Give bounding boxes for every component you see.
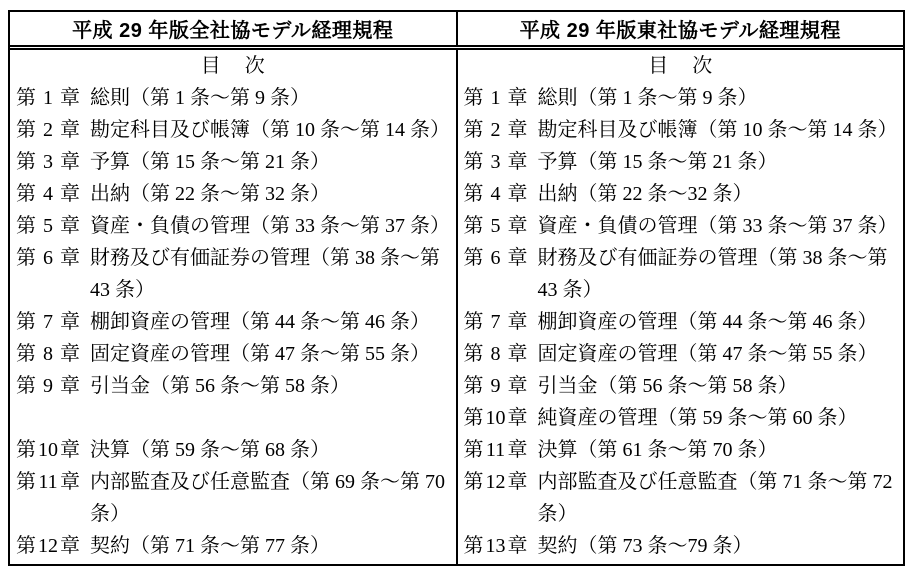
chapter-number: 第9章 xyxy=(16,375,80,397)
toc-column-right xyxy=(458,50,904,564)
chapter-number: 第13章 xyxy=(463,535,528,557)
chapter-title: 勘定科目及び帳簿（第 10 条～第 14 条） xyxy=(90,119,450,141)
toc-entry xyxy=(464,338,900,370)
toc-entry xyxy=(464,178,900,210)
chapter-title: 固定資産の管理（第 47 条～第 55 条） xyxy=(90,343,430,365)
chapter-number: 第6章 xyxy=(463,247,528,269)
chapter-title-continued: 条） xyxy=(537,503,578,525)
chapter-title-continued: 43 条） xyxy=(90,279,155,301)
toc-entry xyxy=(464,242,900,274)
toc-entry xyxy=(16,114,452,146)
chapter-title: 引当金（第 56 条～第 58 条） xyxy=(537,375,798,397)
chapter-title: 純資産の管理（第 59 条～第 60 条） xyxy=(537,407,858,429)
chapter-title: 勘定科目及び帳簿（第 10 条～第 14 条） xyxy=(537,119,898,141)
toc-entry xyxy=(16,178,452,210)
chapter-title: 引当金（第 56 条～第 58 条） xyxy=(90,375,350,397)
chapter-title: 出納（第 22 条～第 32 条） xyxy=(90,183,330,205)
toc-entry xyxy=(464,114,900,146)
chapter-title: 資産・負債の管理（第 33 条～第 37 条） xyxy=(537,215,898,237)
chapter-title-continued: 条） xyxy=(90,503,130,525)
toc-heading xyxy=(464,50,900,82)
toc-heading-label: 目 次 xyxy=(648,55,715,77)
chapter-number: 第10章 xyxy=(463,407,528,429)
toc-entry-continuation xyxy=(16,274,452,306)
chapter-title: 予算（第 15 条～第 21 条） xyxy=(90,151,330,173)
chapter-number: 第7章 xyxy=(16,311,80,333)
chapter-number: 第3章 xyxy=(463,151,528,173)
toc-entry xyxy=(464,466,900,498)
chapter-number: 第2章 xyxy=(16,119,80,141)
chapter-title: 予算（第 15 条～第 21 条） xyxy=(537,151,778,173)
toc-entry xyxy=(16,242,452,274)
toc-entry xyxy=(16,146,452,178)
chapter-number: 第11章 xyxy=(16,471,80,493)
chapter-title: 総則（第 1 条～第 9 条） xyxy=(537,87,758,109)
chapter-number: 第8章 xyxy=(463,343,528,365)
table-body xyxy=(10,50,903,564)
chapter-title: 財務及び有価証券の管理（第 38 条～第 xyxy=(537,247,888,269)
toc-entry xyxy=(464,210,900,242)
toc-entry xyxy=(464,402,900,434)
toc-entry xyxy=(464,82,900,114)
chapter-title: 財務及び有価証券の管理（第 38 条～第 xyxy=(90,247,440,269)
chapter-number: 第5章 xyxy=(16,215,80,237)
column-header-zenshakyo: 平成 29 年版全社協モデル経理規程 xyxy=(10,12,458,45)
chapter-title: 棚卸資産の管理（第 44 条～第 46 条） xyxy=(90,311,430,333)
toc-entry xyxy=(464,434,900,466)
chapter-number: 第8章 xyxy=(16,343,80,365)
chapter-number: 第4章 xyxy=(463,183,528,205)
chapter-number: 第3章 xyxy=(16,151,80,173)
toc-entry-continuation xyxy=(464,498,900,530)
chapter-number: 第11章 xyxy=(463,439,528,461)
comparison-table xyxy=(8,10,905,566)
toc-heading-label: 目 次 xyxy=(200,55,267,77)
toc-entry-continuation xyxy=(464,274,900,306)
toc-heading xyxy=(16,50,452,82)
toc-entry xyxy=(464,306,900,338)
chapter-title: 契約（第 71 条～第 77 条） xyxy=(90,535,330,557)
chapter-title: 総則（第 1 条～第 9 条） xyxy=(90,87,310,109)
chapter-number: 第2章 xyxy=(463,119,528,141)
toc-entry xyxy=(16,530,452,562)
toc-entry xyxy=(16,434,452,466)
chapter-number: 第12章 xyxy=(463,471,528,493)
chapter-number: 第5章 xyxy=(463,215,528,237)
chapter-title: 契約（第 73 条～79 条） xyxy=(537,535,753,557)
table-header-row xyxy=(10,12,903,50)
toc-entry xyxy=(16,370,452,402)
chapter-title-continued: 43 条） xyxy=(537,279,603,301)
toc-blank-row xyxy=(16,402,452,434)
chapter-number: 第4章 xyxy=(16,183,80,205)
chapter-title: 資産・負債の管理（第 33 条～第 37 条） xyxy=(90,215,450,237)
chapter-number: 第1章 xyxy=(463,87,528,109)
toc-entry xyxy=(16,82,452,114)
chapter-number: 第7章 xyxy=(463,311,528,333)
toc-entry xyxy=(16,338,452,370)
chapter-number: 第12章 xyxy=(16,535,80,557)
toc-entry xyxy=(464,530,900,562)
chapter-title: 内部監査及び任意監査（第 71 条～第 72 xyxy=(537,471,893,493)
chapter-title: 出納（第 22 条～32 条） xyxy=(537,183,753,205)
chapter-number: 第10章 xyxy=(16,439,80,461)
chapter-title: 固定資産の管理（第 47 条～第 55 条） xyxy=(537,343,878,365)
chapter-number: 第9章 xyxy=(463,375,528,397)
chapter-title: 内部監査及び任意監査（第 69 条～第 70 xyxy=(90,471,445,493)
chapter-number: 第1章 xyxy=(16,87,80,109)
column-header-toshakyo: 平成 29 年版東社協モデル経理規程 xyxy=(519,20,841,42)
toc-entry xyxy=(16,210,452,242)
toc-entry-continuation xyxy=(16,498,452,530)
chapter-title: 棚卸資産の管理（第 44 条～第 46 条） xyxy=(537,311,878,333)
toc-entry xyxy=(464,370,900,402)
chapter-title: 決算（第 59 条～第 68 条） xyxy=(90,439,330,461)
toc-column-left xyxy=(10,50,458,564)
chapter-title: 決算（第 61 条～第 70 条） xyxy=(537,439,778,461)
toc-entry xyxy=(464,146,900,178)
toc-entry xyxy=(16,306,452,338)
toc-entry xyxy=(16,466,452,498)
chapter-number: 第6章 xyxy=(16,247,80,269)
